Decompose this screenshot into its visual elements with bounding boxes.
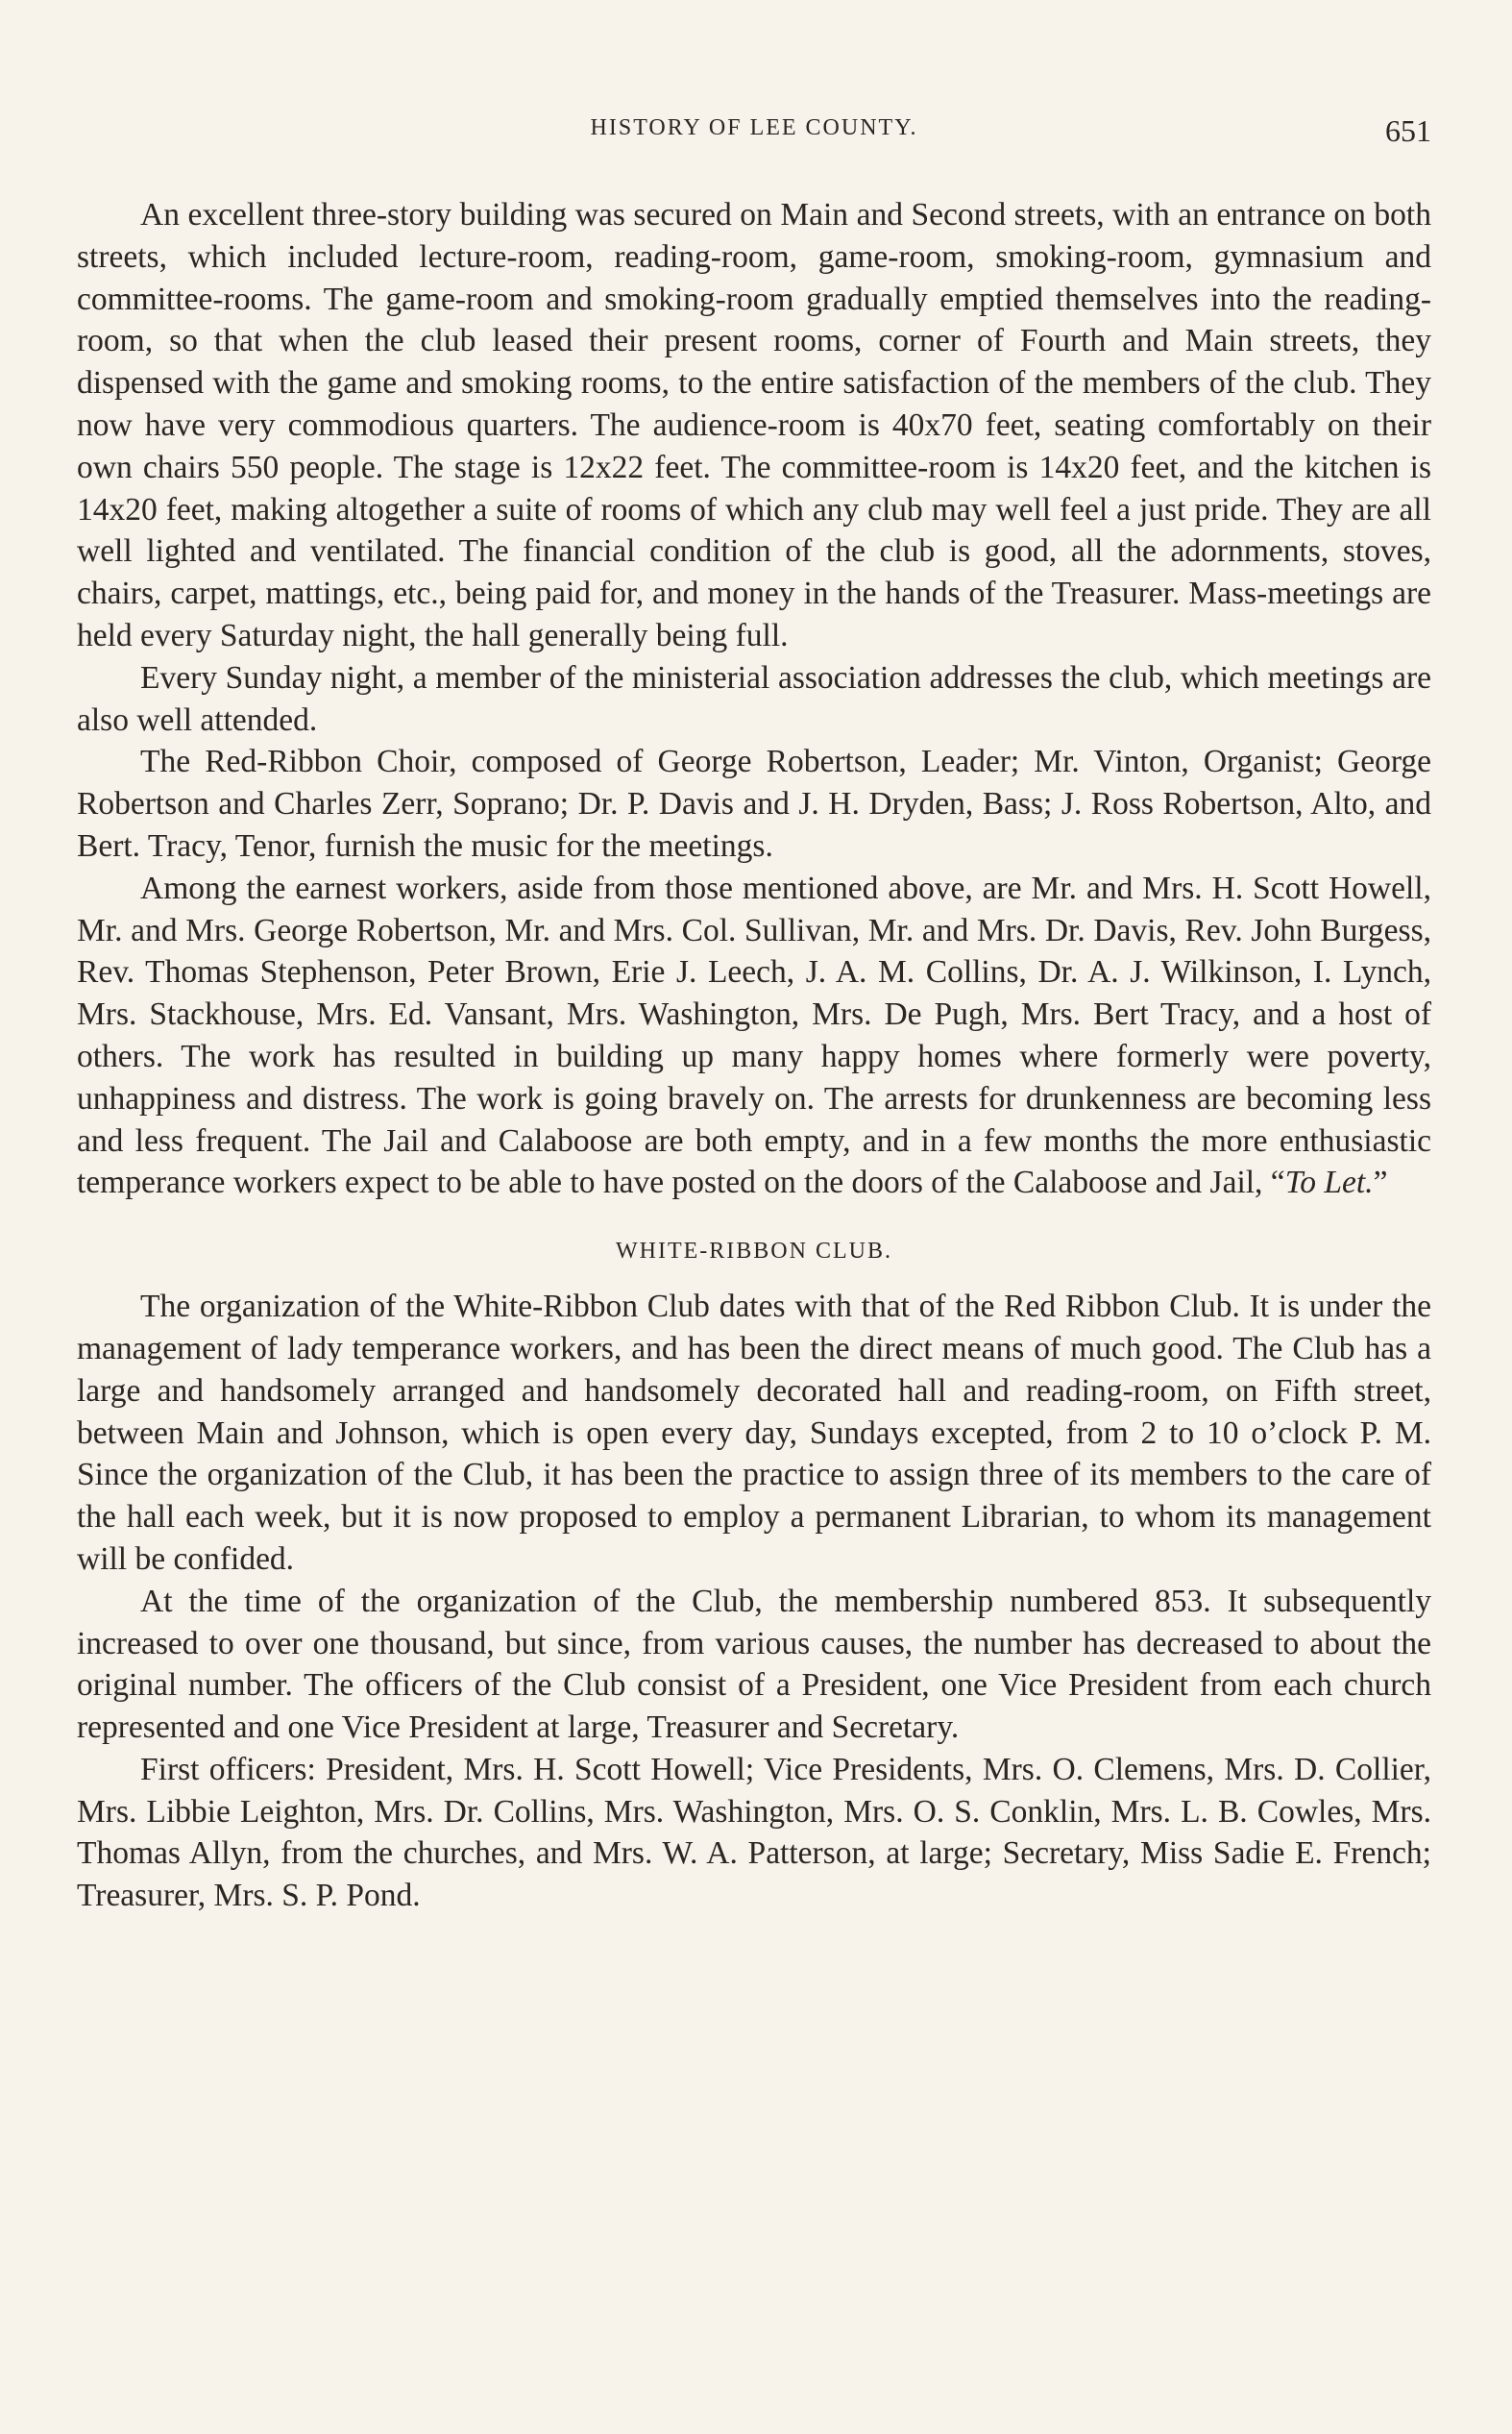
closing-quote: ” bbox=[1373, 1165, 1388, 1201]
red-ribbon-section bbox=[77, 194, 1431, 1204]
workers-text: Among the earnest workers, aside from those mentioned above, are Mr. and Mrs. H. Scott Howell, Mr. and Mrs. George Robertson, Mr. and Mrs. Col. Sullivan, Mr. and Mrs. Dr. Davis, Rev. John Burgess, Rev. Thomas Stephenson, Peter Brown, Erie J. Leech, J. A. M. Collins, Dr. A. J. Wilkinson, I. Lynch, Mrs. Stackhouse, Mrs. Ed. Vansant, Mrs. Washington, Mrs. De Pugh, Mrs. Bert Tracy, and a host of others. The work has resulted in building up many happy homes where formerly were poverty, unhappiness and distress. The work is going bravely on. The arrests for drunkenness are becoming less and less frequent. The Jail and Calaboose are both empty, and in a few months the more enthusiastic temperance workers expect to be able to have posted on the doors of the Calaboose and Jail, “ bbox=[77, 870, 1431, 1201]
paragraph-choir: The Red-Ribbon Choir, composed of George Robertson, Leader; Mr. Vinton, Organist; George Robertson and Charles Zerr, Soprano; Dr. P. Davis and J. H. Dryden, Bass; J. Ross Robertson, Alto, and Bert. Tracy, Tenor, furnish the music for the meetings. bbox=[77, 744, 1431, 864]
paragraph-first-officers: First officers: President, Mrs. H. Scott Howell; Vice Presidents, Mrs. O. Clemens, Mrs. D. Collier, Mrs. Libbie Leighton, Mrs. Dr. Collins, Mrs. Washington, Mrs. O. S. Conklin, Mrs. L. B. Cowles, Mrs. Thomas Allyn, from the churches, and Mrs. W. A. Patterson, at large; Secretary, Miss Sadie E. French; Treasurer, Mrs. S. P. Pond. bbox=[77, 1751, 1431, 1914]
running-head bbox=[77, 115, 1431, 154]
to-let-phrase: To Let. bbox=[1284, 1165, 1374, 1201]
paragraph-organization: The organization of the White-Ribbon Club dates with that of the Red Ribbon Club. It is under the management of lady temperance workers, and has been the direct means of much good. The Club has a large and handsomely arranged and handsomely decorated hall and reading-room, on Fifth street, between Main and Johnson, which is open every day, Sundays excepted, from 2 to 10 o’clock P. M. Since the organization of the Club, it has been the practice to assign three of its members to the care of the hall each week, but it is now proposed to employ a permanent Librarian, to whom its management will be confided. bbox=[77, 1289, 1431, 1577]
running-title: HISTORY OF LEE COUNTY. bbox=[590, 115, 918, 140]
white-ribbon-heading: WHITE-RIBBON CLUB. bbox=[616, 1239, 892, 1265]
paragraph-sunday-meetings: Every Sunday night, a member of the ministerial association addresses the club, which meetings are also well attended. bbox=[77, 659, 1431, 738]
paragraph-building: An excellent three-story building was secured on Main and Second streets, with an entrance on both streets, which included lecture-room, reading-room, game-room, smoking-room, gymnasium and committee-rooms. The game-room and smoking-room gradually emptied themselves into the reading-room, so that when the club leased their present rooms, corner of Fourth and Main streets, they dispensed with the game and smoking rooms, to the entire satisfaction of the members of the club. They now have very commodious quarters. The audience-room is 40x70 feet, seating comfortably on their own chairs 550 people. The stage is 12x22 feet. The committee-room is 14x20 feet, and the kitchen is 14x20 feet, making altogether a suite of rooms of which any club may well feel a just pride. They are all well lighted and ventilated. The financial condition of the club is good, all the adornments, stoves, chairs, carpet, mattings, etc., being paid for, and money in the hands of the Treasurer. Mass-meetings are held every Saturday night, the hall generally being full. bbox=[77, 197, 1431, 653]
paragraph-membership: At the time of the organization of the Club, the membership numbered 853. It subsequently increased to over one thousand, but since, from various causes, the number has decreased to about the original number. The officers of the Club consist of a President, one Vice President from each church represented and one Vice President at large, Treasurer and Secretary. bbox=[77, 1583, 1431, 1746]
white-ribbon-section bbox=[77, 1286, 1431, 1917]
page-number: 651 bbox=[1385, 113, 1431, 148]
book-page bbox=[77, 115, 1431, 1917]
paragraph-workers bbox=[77, 868, 1431, 1204]
